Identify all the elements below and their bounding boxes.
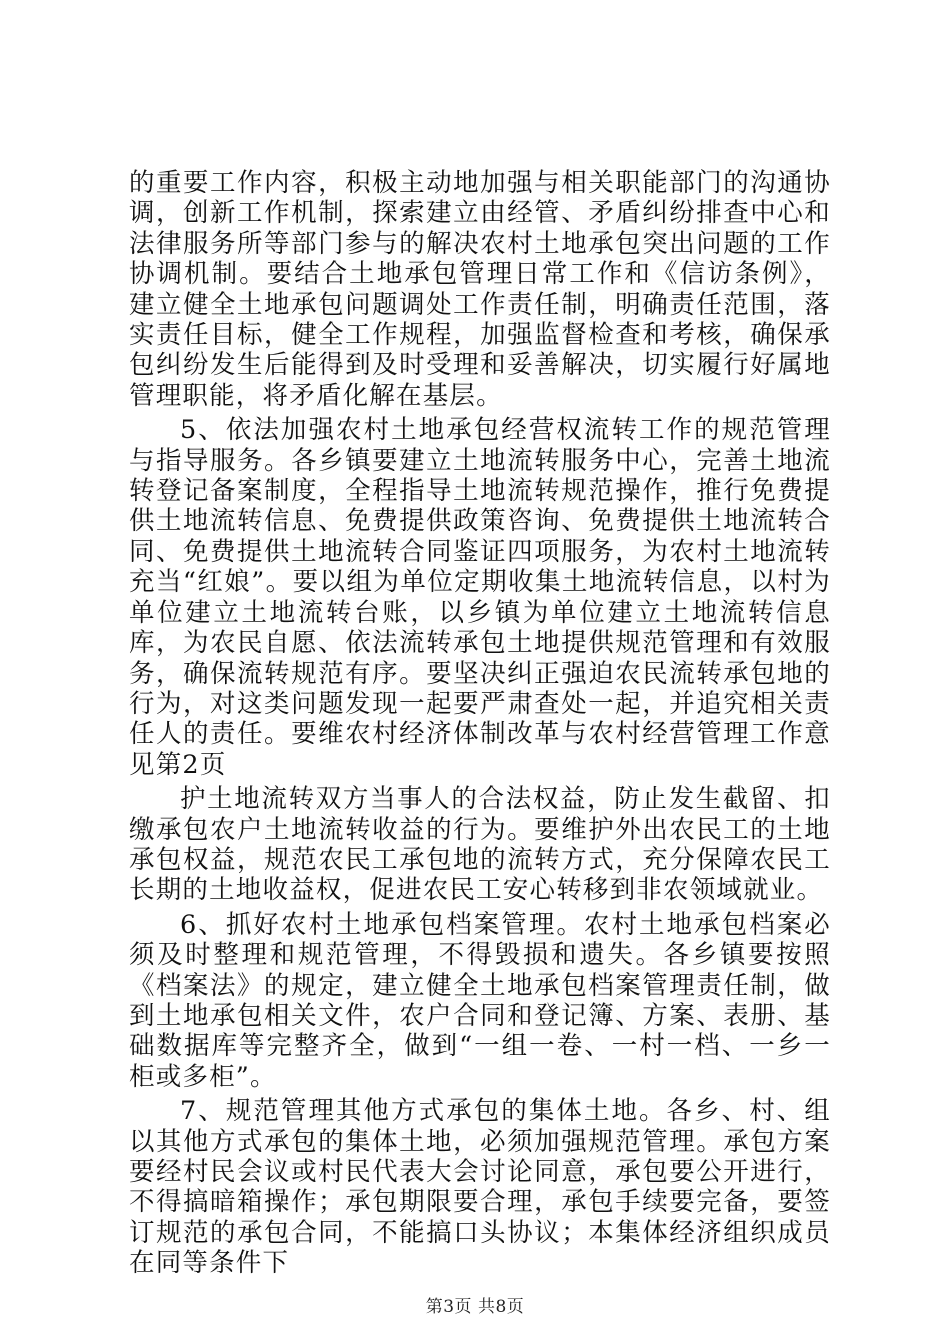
document-body [129,168,831,1283]
paragraph-item-5: 5、依法加强农村土地承包经营权流转工作的规范管理与指导服务。各乡镇要建立土地流转服务中心，完善土地流转登记备案制度，全程指导土地流转规范操作，推行免费提供土地流转信息、免费提供政策咨询、免费提供土地流转合同、免费提供土地流转合同鉴证四项服务，为农村土地流转充当“红娘”。要以组为单位定期收集土地流转信息，以村为单位建立土地流转台账，以乡镇为单位建立土地流转信息库，为农民自愿、依法流转承包土地提供规范管理和有效服务，确保流转规范有序。要坚决纠正强迫农民流转承包地的行为，对这类问题发现一起要严肃查处一起，并追究相关责任人的责任。要维农村经济体制改革与农村经营管理工作意见第2页 [129,415,831,780]
paragraph-continued: 的重要工作内容，积极主动地加强与相关职能部门的沟通协调，创新工作机制，探索建立由经管、矛盾纠纷排查中心和法律服务所等部门参与的解决农村土地承包突出问题的工作协调机制。要结合土地承包管理日常工作和《信访条例》，建立健全土地承包问题调处工作责任制，明确责任范围，落实责任目标，健全工作规程，加强监督检查和考核，确保承包纠纷发生后能得到及时受理和妥善解决，切实履行好属地管理职能，将矛盾化解在基层。 [129,168,831,411]
paragraph-item-5-continued: 护土地流转双方当事人的合法权益，防止发生截留、扣缴承包农户土地流转收益的行为。要维护外出农民工的土地承包权益，规范农民工承包地的流转方式，充分保障农民工长期的土地收益权，促进农民工安心转移到非农领域就业。 [129,784,831,906]
paragraph-item-6: 6、抓好农村土地承包档案管理。农村土地承包档案必须及时整理和规范管理，不得毁损和遗失。各乡镇要按照《档案法》的规定，建立健全土地承包档案管理责任制，做到土地承包相关文件，农户合同和登记簿、方案、表册、基础数据库等完整齐全，做到“一组一卷、一村一档、一乡一柜或多柜”。 [129,909,831,1092]
paragraph-item-7: 7、规范管理其他方式承包的集体土地。各乡、村、组以其他方式承包的集体土地，必须加强规范管理。承包方案要经村民会议或村民代表大会讨论同意，承包要公开进行，不得搞暗箱操作；承包期限要合理，承包手续要完备，要签订规范的承包合同，不能搞口头协议；本集体经济组织成员在同等条件下 [129,1096,831,1279]
page-number-footer: 第3页 共8页 [425,1297,525,1317]
